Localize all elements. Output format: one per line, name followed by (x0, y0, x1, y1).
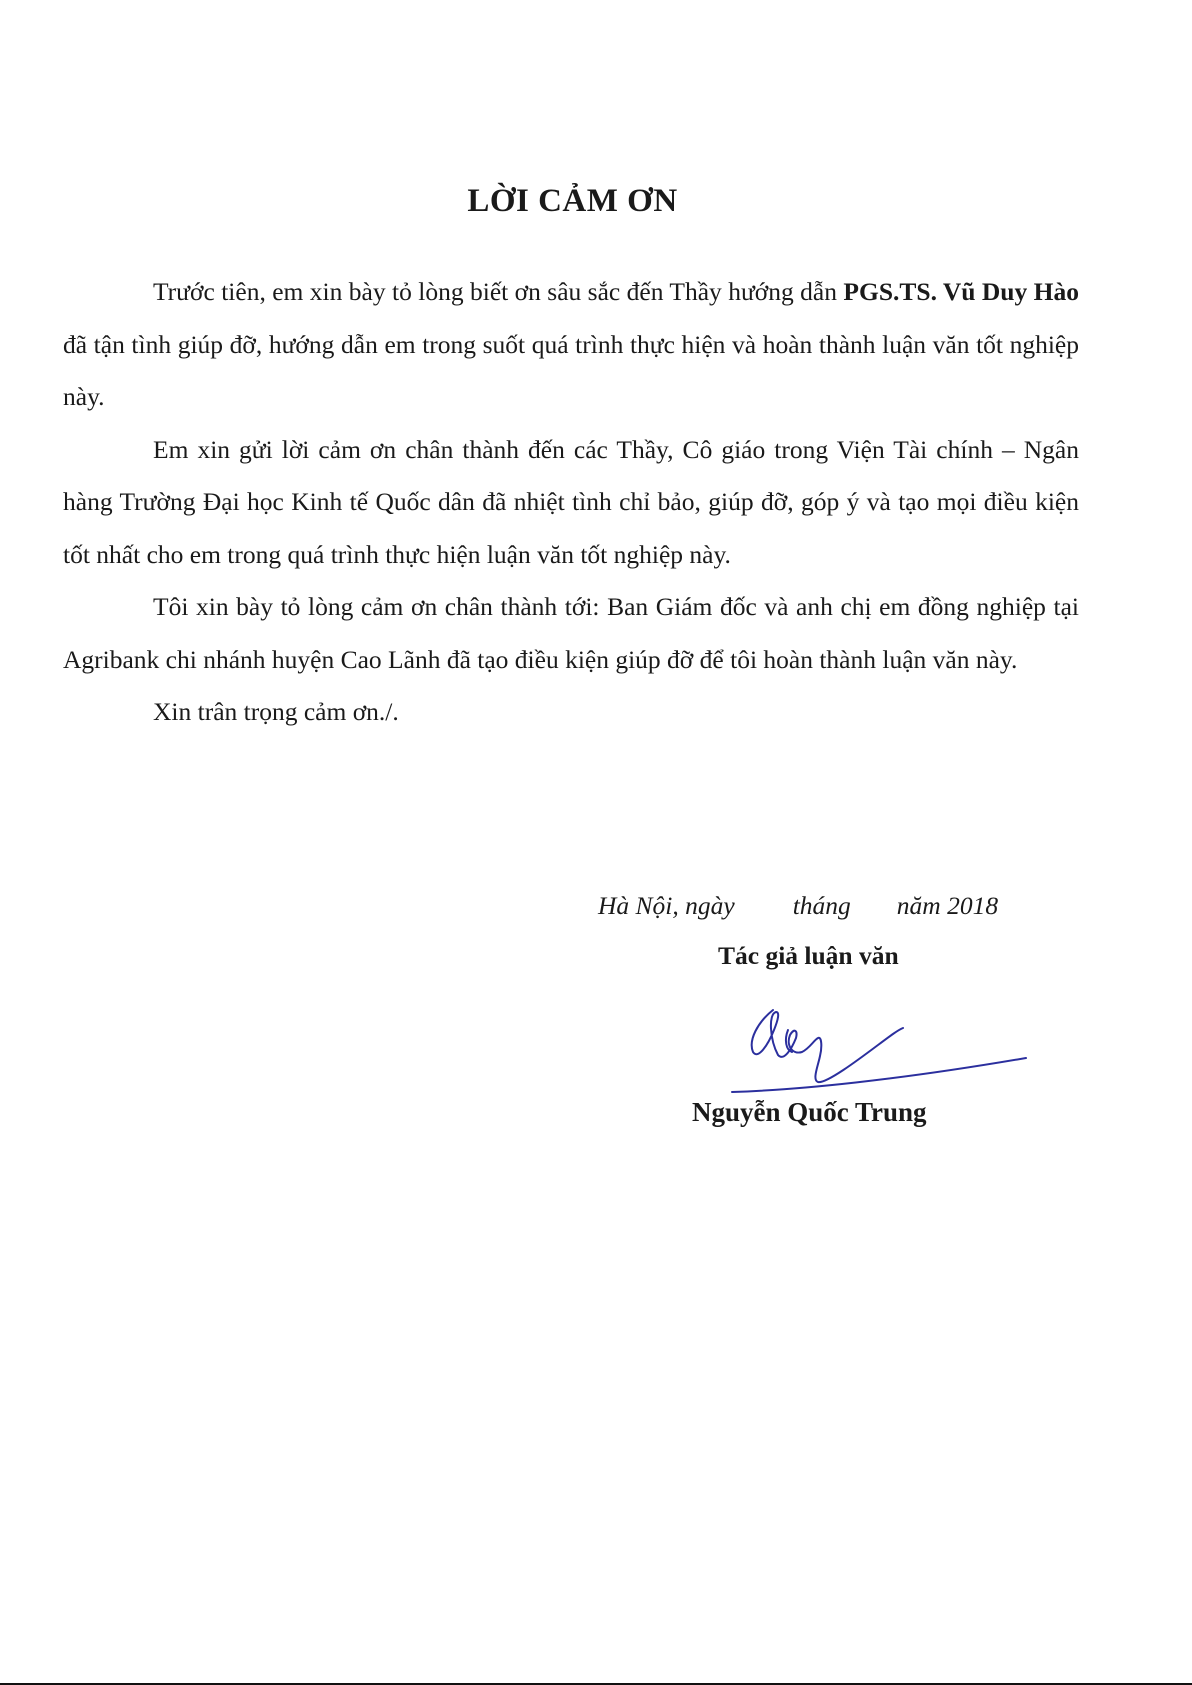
date-place-day: Hà Nội, ngày (598, 891, 735, 920)
signature-strokes (732, 1010, 1026, 1092)
author-label: Tác giả luận văn (718, 941, 899, 970)
date-month: tháng (792, 891, 851, 920)
page-title: LỜI CẢM ƠN (467, 183, 678, 219)
date-line (598, 891, 998, 921)
acknowledgement-body (63, 266, 1079, 739)
paragraph-1-intro: Trước tiên, em xin bày tỏ lòng biết ơn sâu sắc đến Thầy hướng dẫn (153, 277, 844, 306)
paragraph-2: Em xin gửi lời cảm ơn chân thành đến các Thầy, Cô giáo trong Viện Tài chính – Ngân hàng Trường Đại học Kinh tế Quốc dân đã nhiệt tình chỉ bảo, giúp đỡ, góp ý và tạo mọi điều kiện tốt nhất cho em trong quá trình thực hiện luận văn tốt nghiệp này. (63, 434, 1079, 569)
paragraph-1 (63, 266, 1079, 424)
paragraph-4: Xin trân trọng cảm ơn./. (153, 697, 399, 726)
paragraph-1-rest: đã tận tình giúp đỡ, hướng dẫn em trong suốt quá trình thực hiện và hoàn thành luận văn tốt nghiệp này. (63, 329, 1079, 411)
date-year: năm 2018 (896, 891, 999, 920)
supervisor-name: PGS.TS. Vũ Duy Hào (843, 277, 1079, 306)
paragraph-3: Tôi xin bày tỏ lòng cảm ơn chân thành tới: Ban Giám đốc và anh chị em đồng nghiệp tại Agribank chi nhánh huyện Cao Lãnh đã tạo điều kiện giúp đỡ để tôi hoàn thành luận văn này. (63, 592, 1079, 674)
signature (718, 1000, 1028, 1100)
author-name: Nguyễn Quốc Trung (692, 1097, 927, 1127)
